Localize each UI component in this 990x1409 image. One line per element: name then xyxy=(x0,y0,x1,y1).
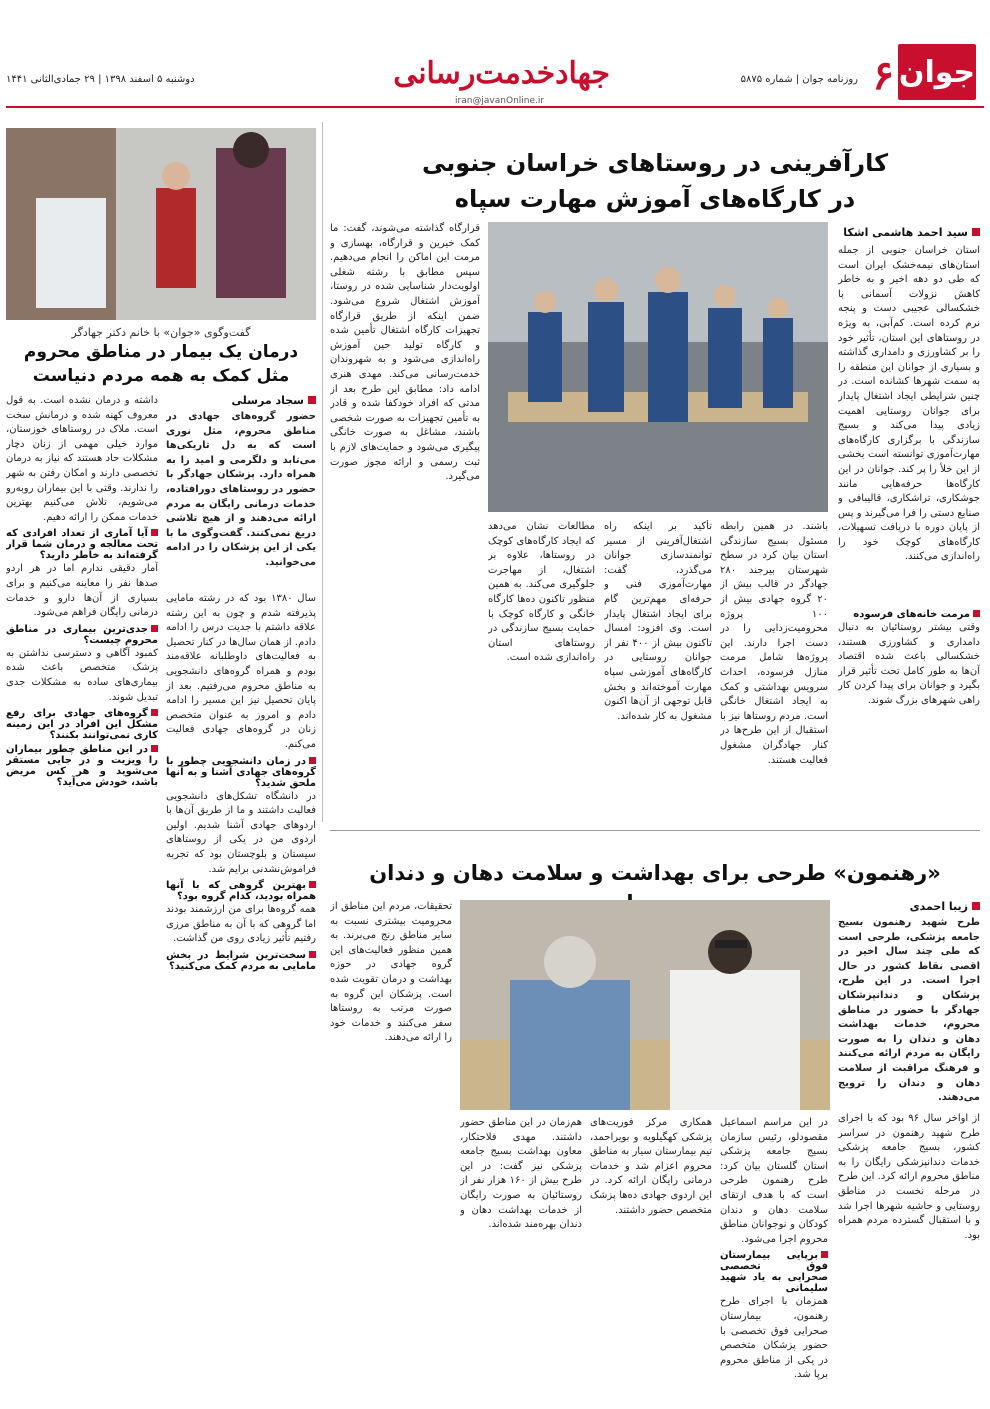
header-rule xyxy=(6,106,984,108)
article3-col2 xyxy=(720,1116,828,1397)
article2-headline-1: درمان یک بیمار در مناطق محروم xyxy=(23,342,299,362)
article1-col5 xyxy=(330,222,480,820)
article1-col3 xyxy=(604,520,712,820)
article2-col1 xyxy=(166,592,316,1397)
article1-col4 xyxy=(488,520,595,820)
article2-q6: گروه‌های جهادی برای رفع مشکل این افراد در این زمینه کاری نمی‌توانند بکنند؟ xyxy=(6,708,158,742)
article3-headline: «رهنمون» طرحی برای بهداشت و سلامت دهان و دندان xyxy=(369,861,941,885)
issue-info: روزنامه جوان | شماره ۵۸۷۵ xyxy=(740,74,858,85)
article3-sub1: برپایی بیمارستان فوق تخصصی صحرایی به یاد شهید سلیمانی xyxy=(720,1250,828,1295)
article2-col1b-text: در دانشگاه تشکل‌های دانشجویی فعالیت داشتند و ما از طریق آن‌ها با اردوهای جهادی آشنا شدیم. اولین اردوی من در یکی از روستاهای سیستان و بلوچستان بود که تجربه فراموش‌نشدنی برایم شد. xyxy=(166,790,316,875)
article1-headline-1: کارآفرینی در روستاهای خراسان جنوبی xyxy=(421,149,889,177)
article1-col5-text: قرارگاه گذاشته می‌شوند، گفت: ما کمک خیرین و قرارگاه، بهسازی و مرمت این اماکن را انجام می‌دهیم. سپس مطابق با رشته شغلی اولویت‌دار شناسایی شده در روستا، آموزش اشتغال شروع می‌شود. ضمن اینکه از طریق قرارگاه تجهیزات کارگاه اشتغال تأمین شده و کارگاه تولید حین آموزش راه‌اندازی می‌شود و به شهروندان خدمت‌رسانی می‌کند. مهدی هنری ادامه داد: مطابق این طرح بعد از مدتی که افراد خودکفا شده و قادر به تأمین تجهیزات به صورت شخصی باشند، مشاغل به صورت خانگی پیگیری می‌شود و حمایت‌های لازم با ثبت رسمی و ارائه مجوز صورت می‌گیرد. xyxy=(330,223,480,483)
article3-col4 xyxy=(460,1116,582,1397)
article3-byline: زیبا احمدی xyxy=(838,900,980,913)
article1-col1 xyxy=(838,244,980,592)
article2-q4: آیا آماری از تعداد افرادی که تحت معالجه و درمان شما قرار گرفته‌اند به خاطر دارید؟ xyxy=(6,528,158,562)
article1-col1b-wrap xyxy=(838,606,980,820)
article2-headline-2: مثل کمک به همه مردم دنیاست xyxy=(32,366,290,386)
column-divider xyxy=(322,122,323,822)
article1-col2 xyxy=(720,520,828,820)
article1-col1b-text: وقتی بیشتر روستائیان به دنبال دامداری و کشاورزی هستند، خشکسالی باعث شده اقتصاد آن‌ها به طور کامل تحت تأثیر قرار بگیرد و جوانان برای پیدا کردن کار راهی شهرهای بزرگ شوند. xyxy=(838,622,980,706)
newspaper-logo: جوان xyxy=(898,44,976,100)
article3-col4-text: هم‌زمان در این مناطق حضور داشتند. مهدی فلاحتکار، معاون بهداشت بسیج جامعه پزشکی نیز گفت: در این طرح بیش از ۱۶۰ هزار نفر از روستائیان به صورت رایگان از خدمات بهداشت دهان و دندان بهره‌مند شده‌اند. xyxy=(460,1117,582,1231)
article2-col2 xyxy=(6,394,158,1397)
article2-photo xyxy=(6,128,316,320)
article1-sub1: مرمت خانه‌های فرسوده xyxy=(838,609,980,620)
article3-col2-text: در این مراسم اسماعیل مقصودلو، رئیس سازمان بسیج جامعه پزشکی استان گلستان بیان کرد: طرح رهنمون طرحی است که با هدف ارتقای سلامت دهان و دندان کودکان و نوجوانان مناطق محروم اجرا می‌شود. xyxy=(720,1117,828,1245)
article2-col1-text: سال ۱۳۸۰ بود که در رشته مامایی پذیرفته شدم و چون به این رشته علاقه داشتم با جدیت درس را ادامه دادم. از همان سال‌ها در کنار تحصیل به فعالیت‌های داوطلبانه علاقه‌مند بودم و همراه گروه‌های دانشجویی به مناطق محروم می‌رفتیم. بعد از پایان تحصیل نیز این مسیر را ادامه دادم و امروز به عنوان متخصص زنان در گروه‌های جهادی فعالیت می‌کنم. xyxy=(166,593,316,750)
article2-col1c-text: همه گروه‌ها برای من ارزشمند بودند اما گروهی که با آن به مناطق مرزی رفتیم تأثیر زیادی روی من گذاشت. xyxy=(166,904,316,945)
dateline: دوشنبه ۵ اسفند ۱۳۹۸ | ۲۹ جمادی‌الثانی ۱۴۴۱ xyxy=(6,74,195,85)
article2-q7: در این مناطق چطور بیماران را ویزیت و در جایی مستقر می‌شوید و هر کس مریض باشد، خودش می‌آید؟ xyxy=(6,744,158,789)
article3-photo xyxy=(460,900,830,1110)
article2-col2b-text: آمار دقیقی ندارم اما در هر اردو صدها نفر را معاینه می‌کنیم و برای بسیاری از آن‌ها دارو و خدمات درمانی رایگان فراهم می‌شود. xyxy=(6,563,158,619)
section-divider xyxy=(330,830,980,831)
article1-col3-text: تأکید بر اینکه راه اشتغال‌آفرینی از مسیر توانمندسازی جوانان می‌گذرد، گفت: مهارت‌آموزی فنی و حرفه‌ای مهم‌ترین گام برای ایجاد اشتغال پایدار است. وی افزود: امسال تاکنون بیش از ۴۰۰ نفر از جوانان روستایی در کارگاه‌های آموزشی سپاه مهارت آموخته‌اند و بخش قابل توجهی از آن‌ها اکنون مشغول به کار شده‌اند. xyxy=(604,521,712,722)
article2-lead xyxy=(166,410,316,586)
workshop-photo-illustration xyxy=(488,222,828,512)
article3-col3-text: همکاری مرکز فوریت‌های پزشکی کهگیلویه و بویراحمد، تیم بیمارستان سیار به مناطق محروم اعزام شد و خدمات درمانی رایگان ارائه کرد. در این اردوی جهادی ده‌ها پزشک متخصص حضور داشتند. xyxy=(590,1117,712,1216)
article1-col2-text: باشند. در همین رابطه مسئول بسیج سازندگی استان بیان کرد در سطح شهرستان بیرجند ۲۸۰ جهادگر در قالب بیش از ۲۰ گروه جهادی بیش از ۱۰۰ پروژه محرومیت‌زدایی را در دست اجرا دارند. این پروژه‌ها شامل مرمت منازل فرسوده، احداث سرویس بهداشتی و کمک به ایجاد اشتغال خانگی است. مردم روستاها نیز با استقبال از این طرح‌ها در کنار جهادگران مشغول فعالیت هستند. xyxy=(720,521,828,766)
article1-col1-text: استان خراسان جنوبی از جمله استان‌های نیمه‌خشک ایران است که طی دو دهه اخیر و به خاطر کاهش نزولات آسمانی با خشکسالی عجیبی دست و پنجه نرم کرده است. کم‌آبی، به ویژه در روستاهای این استان، تأثیر خود را بر کشاورزی و دامداری گذاشته و بسیاری از جوانان این منطقه را به سمت شهرها کشانده است. در چنین شرایطی ایجاد اشتغال پایدار برای جوانان روستایی اهمیت زیادی پیدا می‌کند و بسیج سازندگی با برگزاری کارگاه‌های مهارت‌آموزی توانسته است بخشی از این خلأ را پر کند. جوانان در این کارگاه‌ها حرفه‌هایی مانند جوشکاری، تراشکاری، قالیبافی و صنایع دستی را فرا می‌گیرند و پس از پایان دوره با دریافت تسهیلات، کارگاه‌های کوچک خود را راه‌اندازی می‌کنند. xyxy=(838,245,980,563)
article3-col5-text: تحقیقات، مردم این مناطق از محرومیت بیشتری نسبت به سایر مناطق رنج می‌برند. به همین منظور فعالیت‌های این گروه جهادی در حوزه بهداشت و درمان تقویت شده است. پزشکان این گروه به صورت مرتب به روستاها سفر می‌کنند و خدمات خود را ارائه می‌دهند. xyxy=(330,901,452,1044)
article2-kicker: گفت‌وگوی «جوان» با خانم دکتر جهادگر xyxy=(71,326,251,339)
article3-col1-text: از اواخر سال ۹۶ بود که با اجرای طرح شهید رهنمون در سراسر کشور، بسیج جامعه پزشکی خدمات دندانپزشکی رایگان را به مناطق محروم ارائه کرد. این طرح در مرحله نخست در مناطق روستایی و حاشیه شهرها اجرا شد و با استقبال گسترده مردم همراه بود. xyxy=(838,1113,980,1241)
article2-q1: در زمان دانشجویی چطور با گروه‌های جهادی آشنا و به آنها ملحق شدید؟ xyxy=(166,755,316,789)
article2-lead-text: حضور گروه‌های جهادی در مناطق محروم، مثل نوری است که به دل تاریکی‌ها می‌تابد و دلگرمی و امید را به همراه دارد. پزشکان جهادگر با حضور در روستاهای دورافتاده، خدمات درمانی رایگان به مردم ارائه می‌دهند و از هیچ تلاشی دریغ نمی‌کنند. گفت‌وگوی ما با یکی از این پزشکان را در ادامه می‌خوانید. xyxy=(166,411,316,568)
article2-q5: جدی‌ترین بیماری در مناطق محروم چیست؟ xyxy=(6,623,158,646)
article2-col2-text: داشته و درمان نشده است. به قول معروف کهنه شده و درمانش سخت است. ملاک در روستاهای خوزستان، موارد خیلی مهمی از زنان دچار مشکلات حاد هستند که نیاز به درمان تخصصی دارند و امکان رفتن به شهر را ندارند. وقتی با این بیماران روبه‌رو می‌شویم، تلاش می‌کنیم بهترین خدمات ممکن را ارائه دهیم. xyxy=(6,395,158,523)
article2-q3: سخت‌ترین شرایط در بخش مامایی به مردم کمک می‌کنید؟ xyxy=(166,949,316,972)
article3-col5 xyxy=(330,900,452,1397)
clinic-photo-illustration xyxy=(6,128,316,320)
page-number: ۶ xyxy=(872,52,894,99)
article3-col3 xyxy=(590,1116,712,1397)
section-email: iran@javanOnline.ir xyxy=(455,96,545,106)
article2-q2: بهترین گروهی که با آنها همراه بودید، کدام گروه بود؟ xyxy=(166,880,316,903)
article2-byline: سجاد مرسلی xyxy=(166,394,316,407)
article3-lead-text: طرح شهید رهنمون بسیج جامعه پزشکی، طرحی است که طی چند سال اخیر در اقصی نقاط کشور در حال اجرا است. در این طرح، پزشکان و دندانپزشکان جهادگر با حضور در مناطق محروم، خدمات بهداشت دهان و دندان را به صورت رایگان به مردم ارائه می‌کنند و فرهنگ مراقبت از سلامت دهان و دندان را ترویج می‌دهند. xyxy=(838,917,980,1104)
article3-col1 xyxy=(838,1112,980,1397)
article3-col2b-text: همزمان با اجرای طرح رهنمون، بیمارستان صحرایی فوق تخصصی با حضور پزشکان متخصص در یکی از مناطق محروم برپا شد. xyxy=(720,1296,828,1381)
article2-col2c-text: کمبود آگاهی و دسترسی نداشتن به پزشک متخصص باعث شده بیماری‌های ساده به مشکلات جدی تبدیل شوند. xyxy=(6,647,158,703)
article1-photo xyxy=(488,222,828,512)
article3-lead xyxy=(838,916,980,1106)
article1-headline-2: در کارگاه‌های آموزش مهارت سپاه xyxy=(454,185,856,213)
article1-col4-text: مطالعات نشان می‌دهد که ایجاد کارگاه‌های کوچک در روستاها، علاوه بر اشتغال، از مهاجرت جلوگیری می‌کند. به همین منظور تاکنون ده‌ها کارگاه خانگی و کارگاه کوچک با حمایت بسیج سازندگی در روستاهای استان راه‌اندازی شده است. xyxy=(488,521,595,664)
dentist-photo-illustration xyxy=(460,900,830,1110)
section-title: جهادخدمت‌رسانی xyxy=(393,56,610,91)
article1-byline: سید احمد هاشمی اشکا xyxy=(840,226,980,239)
